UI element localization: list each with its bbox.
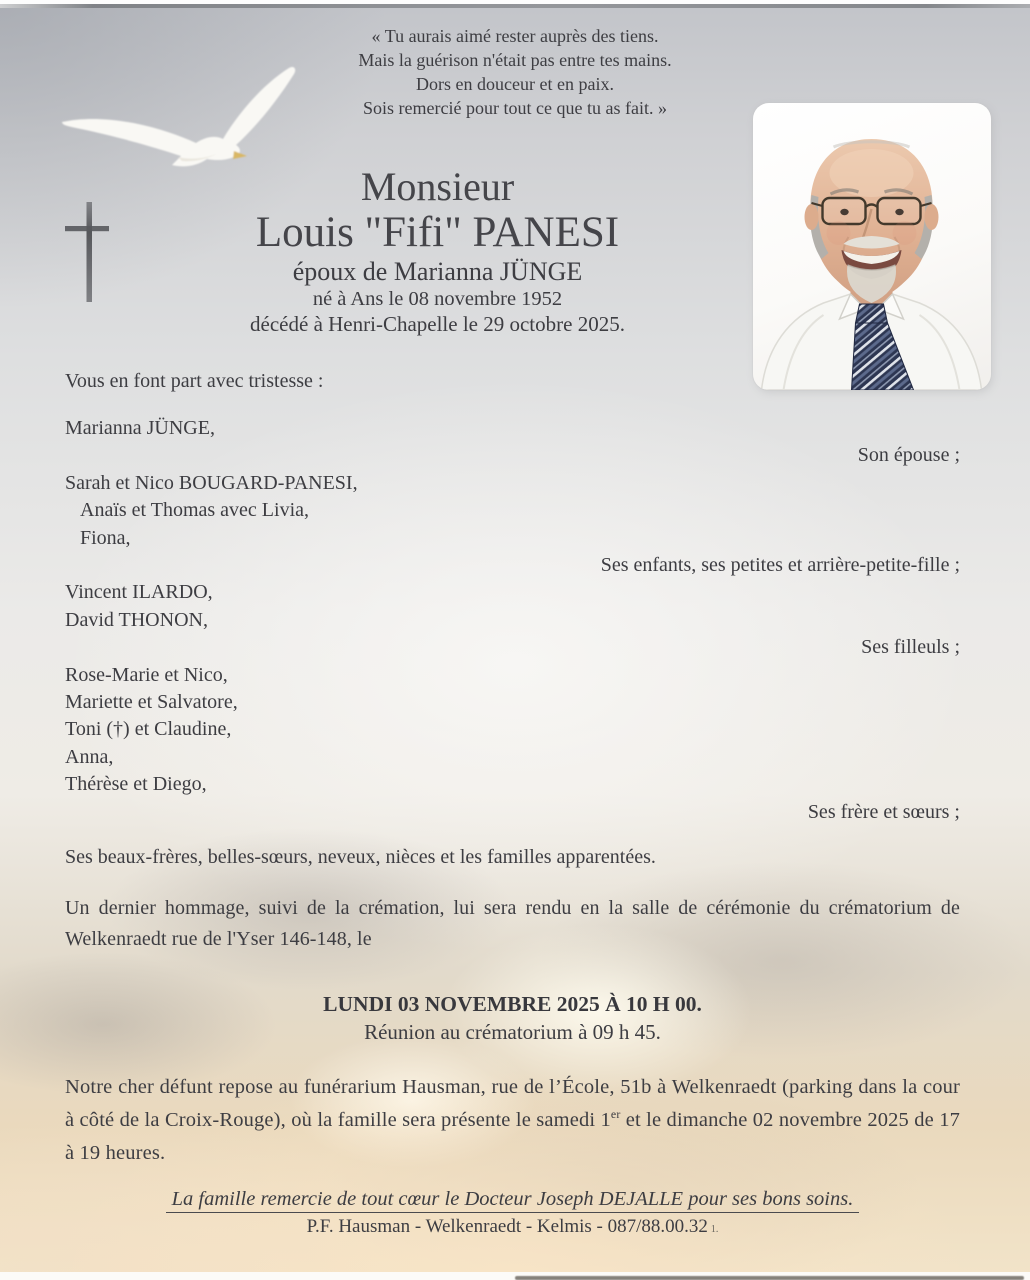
thanks-line bbox=[65, 1185, 960, 1213]
quote-line: Mais la guérison n'était pas entre tes mains. bbox=[358, 50, 672, 70]
family-name-line: Anna, bbox=[65, 745, 114, 768]
quote-line: Sois remercié pour tout ce que tu as fait. » bbox=[363, 98, 667, 118]
deceased-title: Monsieur bbox=[360, 164, 515, 209]
funeral-home-line bbox=[65, 1213, 960, 1244]
dove-icon bbox=[58, 64, 298, 168]
family-name-line: Mariette et Salvatore, bbox=[65, 691, 238, 714]
family-name-line: Sarah et Nico BOUGARD-PANESI, bbox=[65, 471, 358, 494]
deceased-death-line: décédé à Henri-Chapelle le 29 octobre 2025. bbox=[250, 312, 625, 336]
scan-edge-bottom-smudge bbox=[515, 1276, 1024, 1280]
family-name-line: David THONON, bbox=[65, 608, 208, 631]
funeral-home-text: P.F. Hausman - Welkenraedt - Kelmis - 087/88.00.32 bbox=[306, 1216, 708, 1238]
visitation-paragraph bbox=[65, 1071, 960, 1170]
family-name-line: Rose-Marie et Nico, bbox=[65, 663, 228, 686]
family-groups bbox=[65, 415, 960, 826]
family-name-line: Vincent ILARDO, bbox=[65, 581, 213, 604]
ceremony-intro: Un dernier hommage, suivi de la crémation, lui sera rendu en la salle de cérémonie du crématorium de Welkenraedt rue de l'Yser 146-148, le bbox=[65, 897, 960, 951]
ceremony-meeting-line: Réunion au crématorium à 09 h 45. bbox=[364, 1020, 661, 1045]
family-name-line: Toni (†) et Claudine, bbox=[65, 718, 232, 741]
deceased-name: Louis "Fifi" PANESI bbox=[255, 209, 620, 256]
announcement-intro: Vous en font part avec tristesse : bbox=[65, 370, 324, 392]
footer-tiny-mark: 1. bbox=[710, 1224, 719, 1236]
scan-edge-top-line bbox=[0, 4, 1030, 8]
quote-line: Dors en douceur et en paix. bbox=[416, 74, 614, 94]
family-name-line: Anaïs et Thomas avec Livia, bbox=[65, 499, 310, 522]
relation-label: Ses filleuls ; bbox=[861, 636, 960, 659]
family-name-line: Fiona, bbox=[65, 526, 131, 549]
thanks-text: La famille remercie de tout cœur le Docteur Joseph DEJALLE pour ses bons soins. bbox=[166, 1188, 860, 1213]
family-name-line: Thérèse et Diego, bbox=[65, 773, 207, 796]
related-families-line: Ses beaux-frères, belles-sœurs, neveux, nièces et les familles apparentées. bbox=[65, 846, 656, 869]
deceased-spouse-line: époux de Marianna JÜNGE bbox=[292, 257, 583, 286]
visitation-text-after: et le dimanche 02 novembre 2025 de 17 à 19 heures. bbox=[65, 1109, 960, 1165]
ceremony-date-line: LUNDI 03 NOVEMBRE 2025 À 10 H 00. bbox=[323, 992, 702, 1017]
relation-label: Son épouse ; bbox=[857, 444, 960, 467]
relation-label: Ses enfants, ses petites et arrière-petite-fille ; bbox=[600, 554, 960, 577]
visitation-ordinal-suffix: er bbox=[610, 1107, 621, 1122]
family-name-line: Marianna JÜNGE, bbox=[65, 417, 215, 439]
visitation-text-before: Notre cher défunt repose au funérarium Hausman, rue de l’École, 51b à Welkenraedt (parking dans la cour à côté de la Croix-Rouge), où la famille sera présente le samedi 1 bbox=[65, 1076, 960, 1132]
relation-label: Ses frère et sœurs ; bbox=[807, 800, 960, 823]
deceased-birth-line: né à Ans le 08 novembre 1952 bbox=[312, 288, 563, 310]
quote-line: « Tu aurais aimé rester auprès des tiens. bbox=[371, 26, 659, 46]
announcement-body bbox=[65, 368, 960, 1244]
deceased-header bbox=[0, 165, 875, 336]
